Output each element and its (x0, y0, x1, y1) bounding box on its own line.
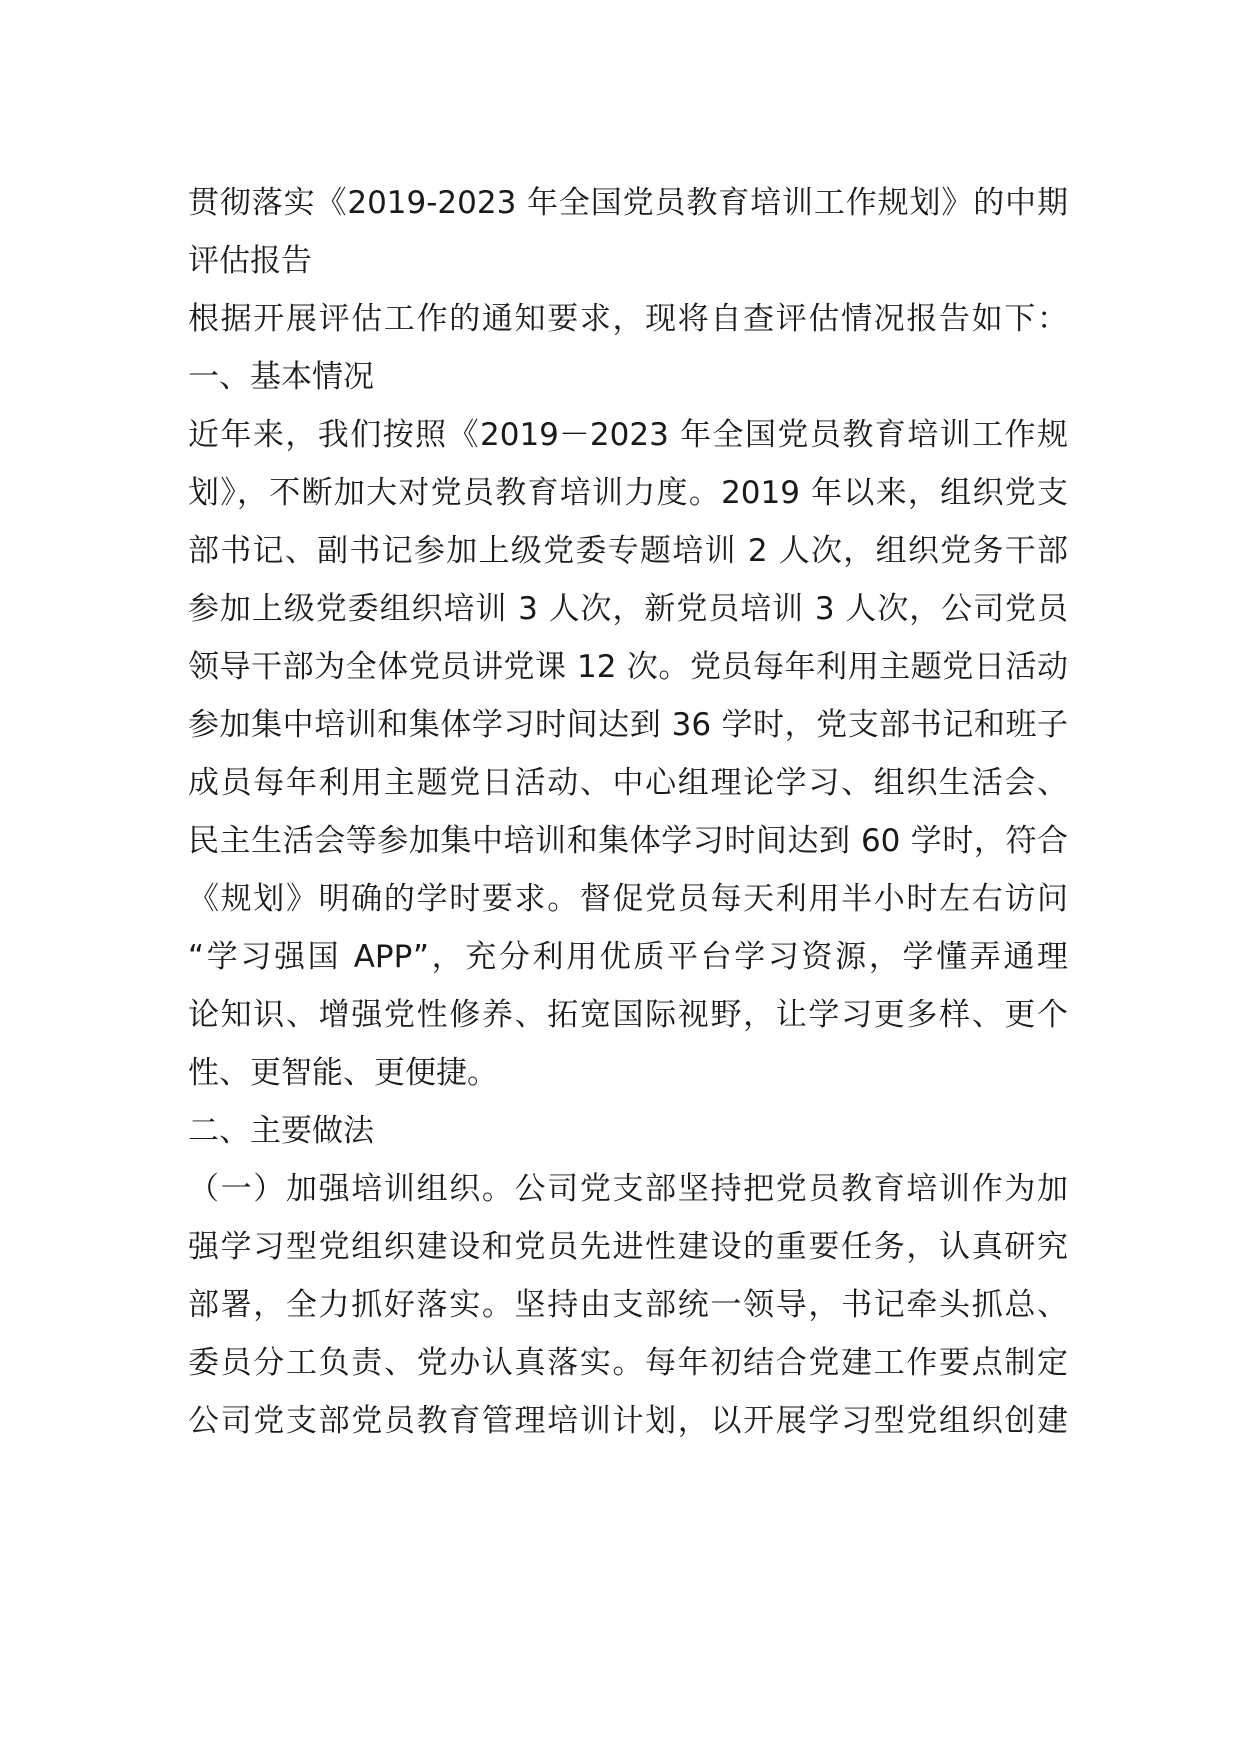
body-text-line: 成员每年利用主题党日活动、中心组理论学习、组织生活会、 (188, 765, 1068, 801)
body-text-line: 部署，全力抓好落实。坚持由支部统一领导，书记牵头抓总、 (188, 1287, 1068, 1323)
body-text-line: 划》，不断加大对党员教育培训力度。2019 年以来，组织党支 (188, 475, 1068, 511)
body-text-line: 近年来，我们按照《2019－2023 年全国党员教育培训工作规 (188, 417, 1068, 453)
body-text-line: 论知识、增强党性修养、拓宽国际视野，让学习更多样、更个 (188, 997, 1068, 1033)
body-text-line: 委员分工负责、党办认真落实。每年初结合党建工作要点制定 (188, 1345, 1068, 1381)
body-text-line: 民主生活会等参加集中培训和集体学习时间达到 60 学时，符合 (188, 823, 1068, 859)
body-text-line: （一）加强培训组织。公司党支部坚持把党员教育培训作为加 (188, 1171, 1068, 1207)
section-heading-main-practices: 二、主要做法 (188, 1113, 374, 1149)
body-text-line: 参加集中培训和集体学习时间达到 36 学时，党支部书记和班子 (188, 707, 1068, 743)
body-text-line: 强学习型党组织建设和党员先进性建设的重要任务，认真研究 (188, 1229, 1068, 1265)
body-text-line: 参加上级党委组织培训 3 人次，新党员培训 3 人次，公司党员 (188, 591, 1068, 627)
intro-paragraph: 根据开展评估工作的通知要求，现将自查评估情况报告如下： (188, 301, 1068, 337)
body-text-line: “学习强国 APP”，充分利用优质平台学习资源，学懂弄通理 (188, 939, 1068, 975)
document-title-line-2: 评估报告 (188, 243, 312, 279)
body-text-line: 公司党支部党员教育管理培训计划，以开展学习型党组织创建 (188, 1403, 1068, 1439)
body-text-line: 领导干部为全体党员讲党课 12 次。党员每年利用主题党日活动 (188, 649, 1068, 685)
body-text-line: 《规划》明确的学时要求。督促党员每天利用半小时左右访问 (188, 881, 1068, 917)
document-title-line-1: 贯彻落实《2019-2023 年全国党员教育培训工作规划》的中期 (188, 185, 1068, 221)
section-heading-basic-situation: 一、基本情况 (188, 359, 374, 395)
body-text-line: 性、更智能、更便捷。 (188, 1055, 498, 1091)
body-text-line: 部书记、副书记参加上级党委专题培训 2 人次，组织党务干部 (188, 533, 1068, 569)
